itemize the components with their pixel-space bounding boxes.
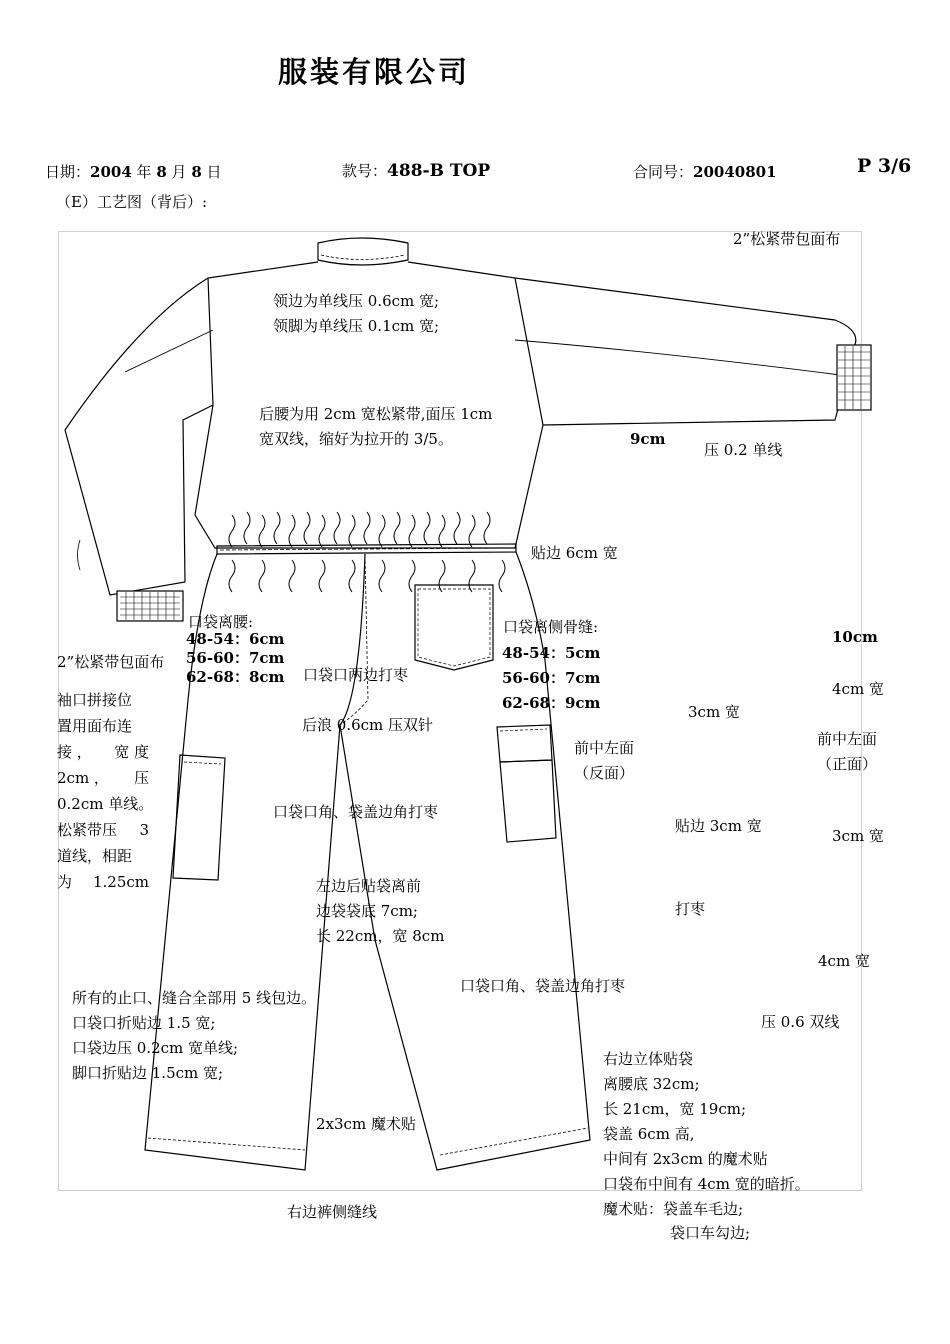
section-title: （E）工艺图（背后）:	[56, 193, 208, 211]
note-general: 所有的止口、缝合全部用 5 线包边。 口袋口折贴边 1.5 宽; 口袋边压 0.2cm 宽单线; 脚口折贴边 1.5cm 宽;	[72, 989, 317, 1082]
right-sleeve	[515, 278, 856, 425]
note-waist: 后腰为用 2cm 宽松紧带,面压 1cm 宽双线，缩好为拉开的 3/5。	[259, 405, 493, 448]
note-ten-cm: 10cm	[832, 628, 878, 646]
contract-line: 合同号：20040801	[633, 163, 777, 181]
sleeve-note-part: 宽 度	[114, 743, 149, 761]
note-right-pocket-last: 袋口车勾边;	[670, 1224, 751, 1242]
style-line: 款号：488-B TOP	[342, 161, 491, 181]
note-right-pocket: 右边立体贴袋 离腰底 32cm; 长 21cm，宽 19cm; 袋盖 6cm 高, 中间有 2x3cm 的魔术贴 口袋布中间有 4cm 宽的暗折。 魔术贴：袋盖车毛边;	[603, 1050, 810, 1218]
note-front-left-face: 前中左面 （正面）	[817, 730, 878, 773]
sleeve-note-part: 1.25cm	[92, 873, 149, 891]
left-sleeve	[65, 278, 213, 595]
note-pocket-bartack: 口袋口两边打枣	[303, 666, 409, 684]
note-four-cm-2: 4cm 宽	[818, 952, 870, 970]
note-cuff-top: 2”松紧带包面布	[733, 230, 841, 248]
date-year: 2004	[90, 163, 132, 181]
date-line: 日期：2004 年 8 月 8 日	[45, 163, 222, 181]
back-pocket	[415, 585, 493, 670]
note-pocket-corner-1: 口袋口角、袋盖边角打枣	[273, 803, 439, 821]
sleeve-note-part: 3	[139, 821, 149, 839]
note-press-double: 压 0.6 双线	[761, 1013, 840, 1031]
contract-number: 20040801	[693, 163, 777, 181]
collar-outline	[318, 238, 408, 265]
page-number: P 3/6	[857, 155, 912, 177]
note-right-side-seam: 右边裤侧缝线	[287, 1203, 378, 1221]
note-left-back-pocket: 左边后贴袋离前 边袋袋底 7cm; 长 22cm，宽 8cm	[316, 877, 445, 945]
style-label: 款号	[342, 162, 373, 180]
note-collar: 领边为单线压 0.6cm 宽; 领脚为单线压 0.1cm 宽;	[273, 292, 440, 335]
note-pocket-waist-title: 口袋离腰:	[188, 613, 254, 631]
sleeve-note-part: 2cm ，	[57, 769, 109, 787]
note-four-cm-1: 4cm 宽	[832, 680, 884, 698]
note-cuff-left: 2”松紧带包面布	[57, 653, 165, 671]
sleeve-note-line: 置用面布连	[57, 717, 133, 735]
sleeve-note-line: 袖口拼接位	[57, 691, 133, 709]
sleeve-note-line: 道线，相距	[57, 847, 133, 865]
date-day: 8	[191, 163, 202, 181]
note-velcro: 2x3cm 魔术贴	[316, 1115, 416, 1133]
note-press-single: 压 0.2 单线	[704, 441, 783, 459]
note-nine-cm: 9cm	[630, 430, 666, 448]
collar-stitch	[321, 255, 405, 260]
note-bartack: 打枣	[675, 900, 706, 918]
contract-label: 合同号	[633, 163, 679, 181]
company-name: 服装有限公司	[278, 55, 471, 89]
note-pocket-corner-2: 口袋口角、袋盖边角打枣	[460, 977, 626, 995]
note-sleeve-block	[57, 687, 153, 895]
date-label: 日期	[45, 163, 76, 181]
note-front-left-reverse: 前中左面 （反面）	[574, 739, 635, 782]
style-number: 488-B TOP	[387, 161, 491, 181]
note-pocket-side-sizes: 48-54：5cm 56-60：7cm 62-68：9cm	[502, 644, 601, 712]
sleeve-note-line: 0.2cm 单线。	[57, 795, 154, 813]
date-month: 8	[156, 163, 167, 181]
right-sleeve-seam	[515, 340, 840, 375]
note-facing-6: 贴边 6cm 宽	[531, 544, 618, 562]
sleeve-note-part: 接 ，	[57, 743, 92, 761]
right-cargo-pocket	[500, 760, 556, 842]
sleeve-note-part: 为	[57, 873, 73, 891]
sleeve-note-part: 压	[133, 769, 149, 787]
note-facing-3: 贴边 3cm 宽	[675, 817, 762, 835]
note-back-rise: 后浪 0.6cm 压双针	[302, 716, 434, 734]
note-three-cm-2: 3cm 宽	[832, 827, 884, 845]
sleeve-note-part: 松紧带压	[57, 821, 118, 839]
note-pocket-waist-sizes: 48-54：6cm 56-60：7cm 62-68：8cm	[186, 630, 285, 686]
note-pocket-side-title: 口袋离侧骨缝:	[503, 618, 599, 636]
note-three-cm-1: 3cm 宽	[688, 703, 740, 721]
